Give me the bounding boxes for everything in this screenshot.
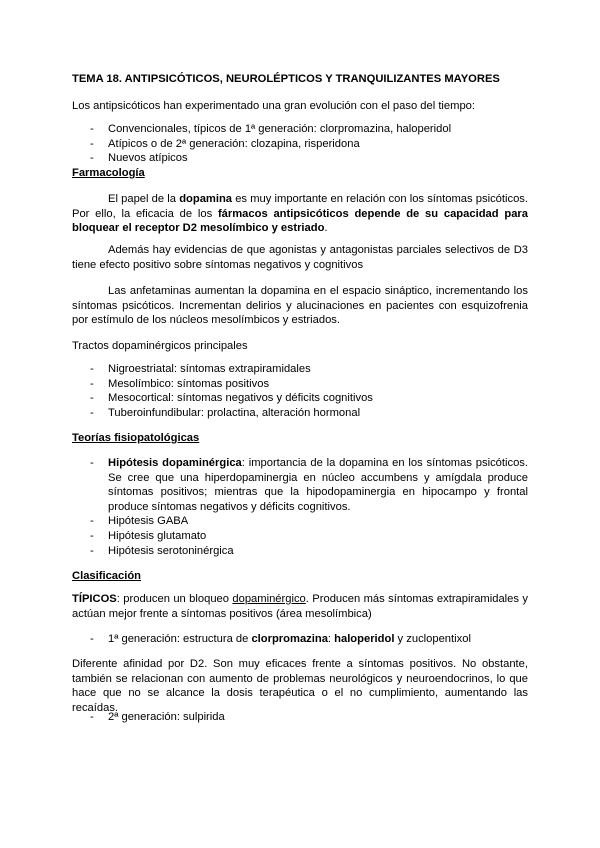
bullet-dash: - <box>90 363 94 375</box>
teorias-list <box>72 456 528 558</box>
bullet-dash: - <box>90 633 94 645</box>
d2-paragraph: Diferente afinidad por D2. Son muy eficaces frente a síntomas positivos. No obstante, también se relacionan con aumento de problemas neurológicos y neuroendocrinos, lo que hace que no se alcance la dosis terapéutica o el no cumplimiento, aumentando las recaídas. <box>72 658 528 714</box>
bullet-dash: - <box>90 544 94 557</box>
list-item: - 2ª generación: sulpirida <box>90 711 225 723</box>
gen2-list <box>72 710 528 725</box>
bullet-dash: - <box>90 152 94 165</box>
section-heading-teorias: Teorías fisiopatológicas <box>72 432 200 444</box>
list-item: - Hipótesis GABA <box>90 515 189 528</box>
tracts-list <box>72 362 528 420</box>
list-item: - Tuberoinfundibular: prolactina, alteración hormonal <box>90 406 361 419</box>
list-item: - Atípicos o de 2ª generación: clozapina, risperidona <box>90 137 360 150</box>
list-item: - Convencionales, típicos de 1ª generación: clorpromazina, haloperidol <box>90 123 452 135</box>
gen1-list <box>72 632 528 647</box>
list-item: - Nuevos atípicos <box>90 152 188 165</box>
list-item: - 1ª generación: estructura de clorpromazina: haloperidol y zuclopentixol <box>90 633 471 645</box>
page-title: TEMA 18. ANTIPSICÓTICOS, NEUROLÉPTICOS Y TRANQUILIZANTES MAYORES <box>72 73 500 85</box>
list-item: - Mesocortical: síntomas negativos y déficits cognitivos <box>90 392 373 405</box>
bullet-dash: - <box>90 377 94 390</box>
tracts-heading: Tractos dopaminérgicos principales <box>72 340 248 352</box>
section-heading-farmacologia: Farmacología <box>72 167 145 179</box>
farmacologia-paragraph-1: El papel de la dopamina es muy importante en relación con los síntomas psicóticos. Por ello, la eficacia de los fármacos antipsicóticos depende de su capacidad para bloquear el receptor D2 mesolímbico y estriado. <box>72 193 528 235</box>
farmacologia-paragraph-3: Las anfetaminas aumentan la dopamina en el espacio sináptico, incrementando los síntomas psicóticos. Incrementan delirios y alucinaciones en pacientes con esquizofrenia por estímulo de los núcleos mesolímbicos y estriados. <box>72 285 528 327</box>
bullet-dash: - <box>90 529 94 542</box>
bullet-dash: - <box>90 123 94 135</box>
list-item: - Mesolímbico: síntomas positivos <box>90 377 270 390</box>
bullet-dash: - <box>90 711 94 723</box>
bullet-dash: - <box>90 392 94 405</box>
section-heading-clasificacion: Clasificación <box>72 570 142 582</box>
list-item: - Hipótesis dopaminérgica: importancia de la dopamina en los síntomas psicóticos. Se cree que una hiperdopaminergia en núcleo accumbens y amígdala produce síntomas positivos; mientras que la hipodopaminergia en hipocampo y frontal produce síntomas negativos y déficits cognitivos. <box>90 457 528 513</box>
tipicos-paragraph: TÍPICOS: producen un bloqueo dopaminérgico. Producen más síntomas extrapiramidales y actúan mejor frente a síntomas positivos (área mesolímbica) <box>72 593 528 620</box>
list-item: - Hipótesis serotoninérgica <box>90 544 234 557</box>
farmacologia-paragraph-2: Además hay evidencias de que agonistas y antagonistas parciales selectivos de D3 tiene efecto positivo sobre síntomas negativos y cognitivos <box>72 244 528 271</box>
bullet-dash: - <box>90 515 94 528</box>
intro-paragraph: Los antipsicóticos han experimentado una gran evolución con el paso del tiempo: <box>72 100 476 112</box>
bullet-dash: - <box>90 406 94 419</box>
bullet-dash: - <box>90 457 94 469</box>
generations-list <box>72 122 528 166</box>
list-item: - Nigroestriatal: síntomas extrapiramidales <box>90 363 311 375</box>
bullet-dash: - <box>90 137 94 150</box>
list-item: - Hipótesis glutamato <box>90 529 207 542</box>
